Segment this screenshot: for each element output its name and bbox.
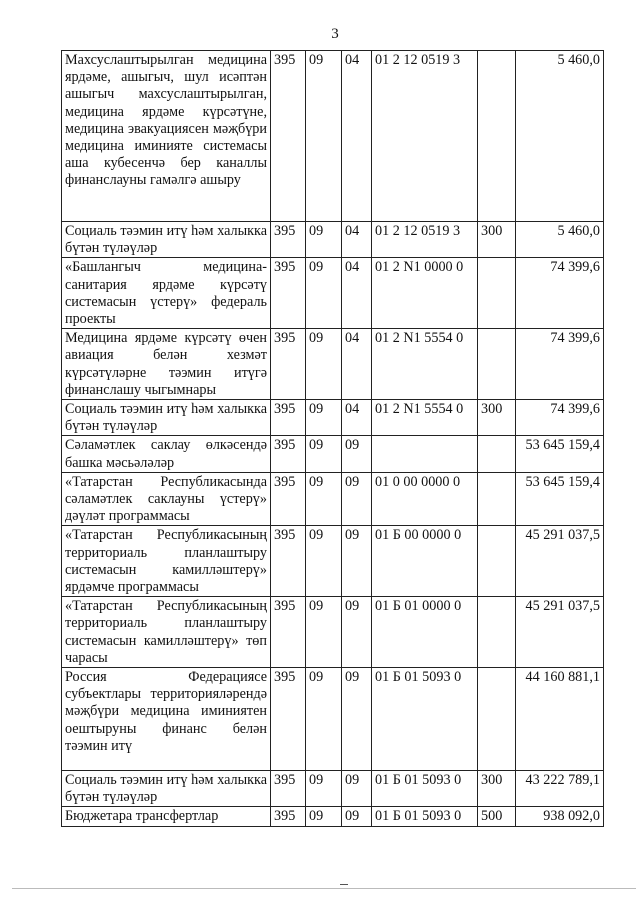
amount-cell: 45 291 037,5 xyxy=(516,526,604,597)
amount-cell: 53 645 159,4 xyxy=(516,472,604,526)
budget-table xyxy=(61,50,604,827)
table-row xyxy=(62,668,604,771)
table-row xyxy=(62,526,604,597)
page-bottom-edge xyxy=(12,888,636,889)
item-name-cell: «Башлангыч медицина-санитария ярдәме күрсәтү системасын үстерү» федераль проекты xyxy=(62,258,271,329)
item-name-cell: Сәламәтлек саклау өлкәсендә башка мәсьәләләр xyxy=(62,436,271,472)
ministry-code-cell: 395 xyxy=(271,51,306,222)
ministry-code-cell: 395 xyxy=(271,526,306,597)
subsection-code-cell: 04 xyxy=(342,329,372,400)
section-code-cell: 09 xyxy=(306,400,342,436)
ministry-code-cell: 395 xyxy=(271,597,306,668)
section-code-cell: 09 xyxy=(306,222,342,258)
target-item-code-cell xyxy=(372,436,478,472)
expense-type-code-cell xyxy=(478,526,516,597)
expense-type-code-cell: 300 xyxy=(478,222,516,258)
expense-type-code-cell: 500 xyxy=(478,807,516,826)
ministry-code-cell: 395 xyxy=(271,258,306,329)
item-name-cell: «Татарстан Республикасының территориаль планлаштыру системасын камилләштерү» төп чарасы xyxy=(62,597,271,668)
section-code-cell: 09 xyxy=(306,472,342,526)
amount-cell: 53 645 159,4 xyxy=(516,436,604,472)
section-code-cell: 09 xyxy=(306,807,342,826)
expense-type-code-cell xyxy=(478,472,516,526)
section-code-cell: 09 xyxy=(306,329,342,400)
target-item-code-cell: 01 Б 01 5093 0 xyxy=(372,807,478,826)
subsection-code-cell: 09 xyxy=(342,472,372,526)
item-name-cell: Медицина ярдәме күрсәтү өчен авиация белән хезмәт күрсәтүләрне тәэмин итүгә финанслашу чыгымнары xyxy=(62,329,271,400)
expense-type-code-cell: 300 xyxy=(478,771,516,807)
amount-cell: 74 399,6 xyxy=(516,329,604,400)
ministry-code-cell: 395 xyxy=(271,436,306,472)
amount-cell: 5 460,0 xyxy=(516,222,604,258)
target-item-code-cell: 01 2 12 0519 3 xyxy=(372,222,478,258)
target-item-code-cell: 01 2 N1 5554 0 xyxy=(372,400,478,436)
target-item-code-cell: 01 2 N1 5554 0 xyxy=(372,329,478,400)
section-code-cell: 09 xyxy=(306,526,342,597)
ministry-code-cell: 395 xyxy=(271,472,306,526)
expense-type-code-cell xyxy=(478,668,516,771)
target-item-code-cell: 01 Б 00 0000 0 xyxy=(372,526,478,597)
table-row xyxy=(62,807,604,826)
section-code-cell: 09 xyxy=(306,51,342,222)
amount-cell: 74 399,6 xyxy=(516,400,604,436)
subsection-code-cell: 09 xyxy=(342,597,372,668)
table-row xyxy=(62,222,604,258)
item-name-cell: Махсуслаштырылган медицина ярдәме, ашыгыч, шул исәптән ашыгыч махсуслаштырылган, медицина ярдәме күрсәтүне, медицина эвакуациясен мәҗбүри медицина иминияте системасы аша кубесенчә бер каналлы финанслауны гамәлгә ашыру xyxy=(62,51,271,222)
amount-cell: 43 222 789,1 xyxy=(516,771,604,807)
expense-type-code-cell xyxy=(478,436,516,472)
ministry-code-cell: 395 xyxy=(271,400,306,436)
subsection-code-cell: 04 xyxy=(342,222,372,258)
budget-table-body xyxy=(62,51,604,827)
section-code-cell: 09 xyxy=(306,597,342,668)
subsection-code-cell: 09 xyxy=(342,668,372,771)
amount-cell: 5 460,0 xyxy=(516,51,604,222)
amount-cell: 44 160 881,1 xyxy=(516,668,604,771)
subsection-code-cell: 09 xyxy=(342,807,372,826)
subsection-code-cell: 09 xyxy=(342,526,372,597)
section-code-cell: 09 xyxy=(306,771,342,807)
ministry-code-cell: 395 xyxy=(271,807,306,826)
ministry-code-cell: 395 xyxy=(271,329,306,400)
table-row xyxy=(62,51,604,222)
amount-cell: 74 399,6 xyxy=(516,258,604,329)
ministry-code-cell: 395 xyxy=(271,668,306,771)
target-item-code-cell: 01 0 00 0000 0 xyxy=(372,472,478,526)
item-name-cell: Социаль тәэмин итү һәм халыкка бүтән түләүләр xyxy=(62,771,271,807)
scan-mark xyxy=(340,884,348,885)
table-row xyxy=(62,771,604,807)
table-row xyxy=(62,258,604,329)
target-item-code-cell: 01 Б 01 5093 0 xyxy=(372,668,478,771)
subsection-code-cell: 04 xyxy=(342,400,372,436)
expense-type-code-cell xyxy=(478,597,516,668)
ministry-code-cell: 395 xyxy=(271,222,306,258)
item-name-cell: «Татарстан Республикасының территориаль планлаштыру системасын камилләштерү» ярдәмче программасы xyxy=(62,526,271,597)
expense-type-code-cell xyxy=(478,51,516,222)
page-number: 3 xyxy=(331,26,339,42)
subsection-code-cell: 04 xyxy=(342,51,372,222)
section-code-cell: 09 xyxy=(306,668,342,771)
item-name-cell: Россия Федерациясе субъектлары территорияләрендә мәҗбүри медицина иминиятен оештыруны финанс белән тәэмин итү xyxy=(62,668,271,771)
expense-type-code-cell xyxy=(478,329,516,400)
section-code-cell: 09 xyxy=(306,436,342,472)
target-item-code-cell: 01 Б 01 5093 0 xyxy=(372,771,478,807)
table-row xyxy=(62,472,604,526)
target-item-code-cell: 01 Б 01 0000 0 xyxy=(372,597,478,668)
item-name-cell: Социаль тәэмин итү һәм халыкка бүтән түләүләр xyxy=(62,400,271,436)
subsection-code-cell: 04 xyxy=(342,258,372,329)
expense-type-code-cell: 300 xyxy=(478,400,516,436)
ministry-code-cell: 395 xyxy=(271,771,306,807)
target-item-code-cell: 01 2 N1 0000 0 xyxy=(372,258,478,329)
subsection-code-cell: 09 xyxy=(342,771,372,807)
target-item-code-cell: 01 2 12 0519 3 xyxy=(372,51,478,222)
subsection-code-cell: 09 xyxy=(342,436,372,472)
item-name-cell: «Татарстан Республикасында сәламәтлек саклауны үстерү» дәүләт программасы xyxy=(62,472,271,526)
expense-type-code-cell xyxy=(478,258,516,329)
amount-cell: 938 092,0 xyxy=(516,807,604,826)
item-name-cell: Бюджетара трансфертлар xyxy=(62,807,271,826)
section-code-cell: 09 xyxy=(306,258,342,329)
table-row xyxy=(62,597,604,668)
table-row xyxy=(62,400,604,436)
item-name-cell: Социаль тәэмин итү һәм халыкка бүтән түләүләр xyxy=(62,222,271,258)
table-row xyxy=(62,436,604,472)
table-row xyxy=(62,329,604,400)
amount-cell: 45 291 037,5 xyxy=(516,597,604,668)
